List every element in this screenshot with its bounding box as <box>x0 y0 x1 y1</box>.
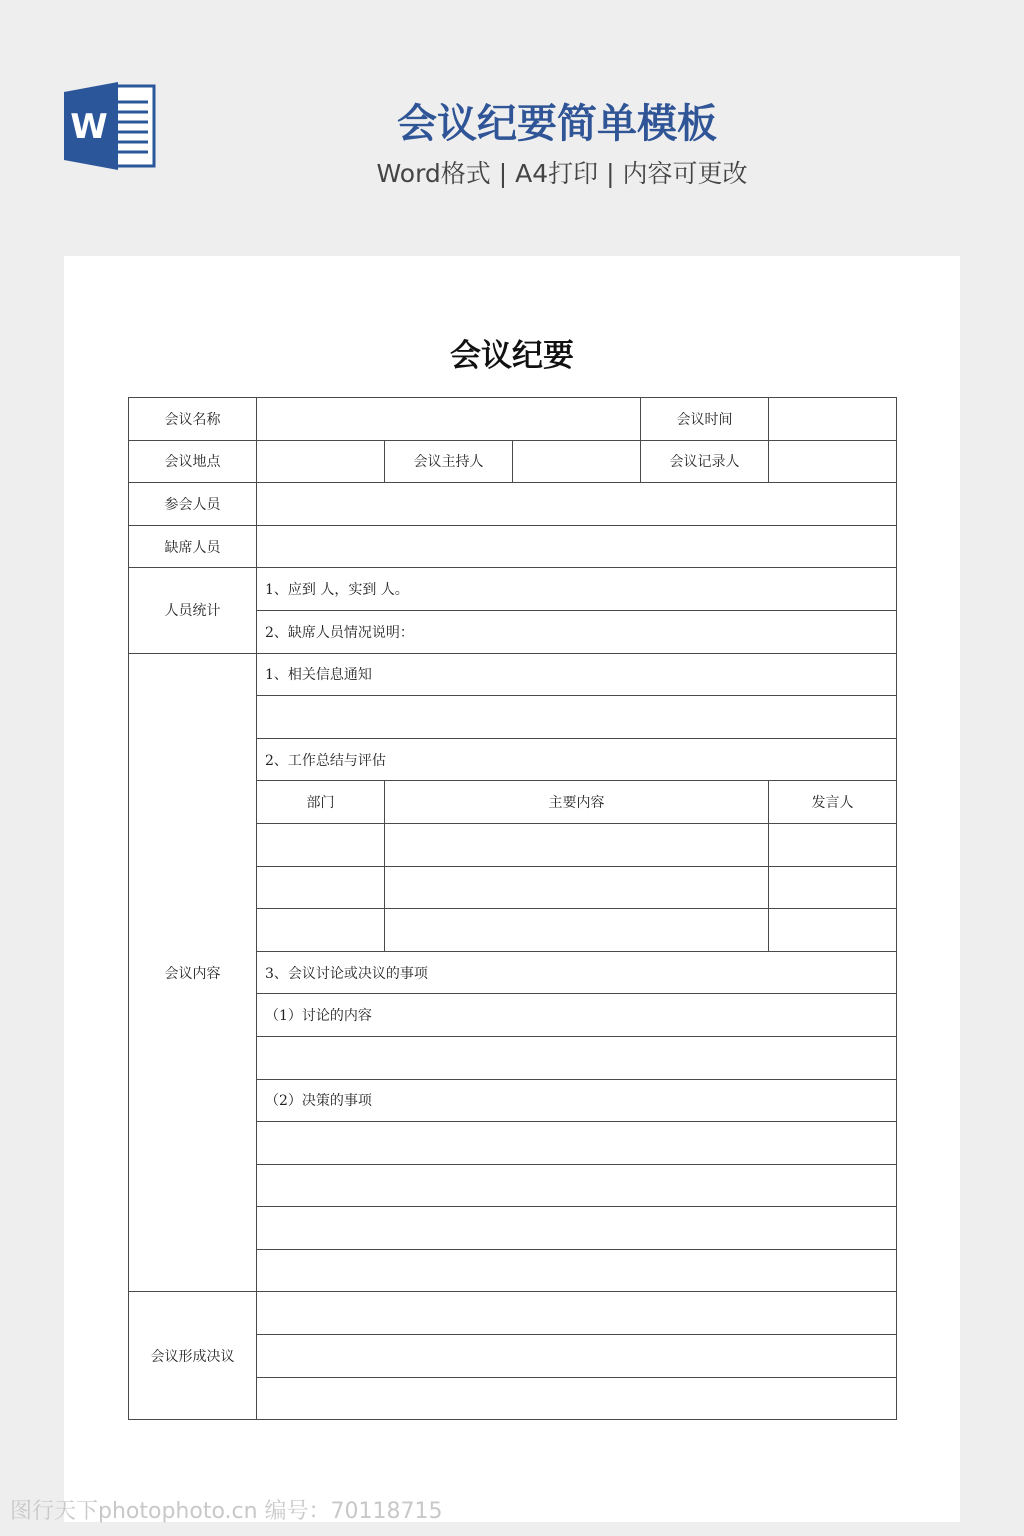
table-row <box>129 1292 897 1335</box>
recorder-field[interactable] <box>769 440 897 483</box>
resolutions-label: 会议形成决议 <box>129 1292 257 1420</box>
statistics-line-2[interactable]: 2、缺席人员情况说明： <box>257 610 897 653</box>
document-page <box>64 256 960 1522</box>
statistics-line-1[interactable]: 1、应到 人，实到 人。 <box>257 568 897 611</box>
resolutions-field[interactable] <box>257 1335 897 1378</box>
main-content-cell[interactable] <box>385 823 769 866</box>
table-row <box>129 653 897 696</box>
speaker-cell[interactable] <box>769 823 897 866</box>
dept-header: 部门 <box>257 781 385 824</box>
table-row <box>129 398 897 441</box>
table-row <box>129 568 897 611</box>
watermark: 图行天下photophoto.cn 编号：70118715 <box>10 1499 443 1524</box>
statistics-label: 人员统计 <box>129 568 257 653</box>
resolutions-field[interactable] <box>257 1377 897 1420</box>
table-row <box>129 483 897 526</box>
decisions-field[interactable] <box>257 1249 897 1292</box>
content-label: 会议内容 <box>129 653 257 1292</box>
recorder-label: 会议记录人 <box>641 440 769 483</box>
table-row <box>129 440 897 483</box>
meeting-place-field[interactable] <box>257 440 385 483</box>
promo-header <box>0 0 1024 256</box>
attendees-label: 参会人员 <box>129 483 257 526</box>
speaker-cell[interactable] <box>769 866 897 909</box>
promo-title: 会议纪要简单模板 <box>397 101 717 147</box>
meeting-time-field[interactable] <box>769 398 897 441</box>
absentees-field[interactable] <box>257 525 897 568</box>
document-title: 会议纪要 <box>450 338 574 374</box>
speaker-header: 发言人 <box>769 781 897 824</box>
word-logo-letter: W <box>70 107 108 147</box>
dept-cell[interactable] <box>257 866 385 909</box>
minutes-table <box>128 397 897 1420</box>
host-field[interactable] <box>513 440 641 483</box>
promo-subtitle: Word格式 | A4打印 | 内容可更改 <box>376 159 748 188</box>
discussion-content-heading: （1）讨论的内容 <box>257 994 897 1037</box>
dept-cell[interactable] <box>257 823 385 866</box>
summary-heading: 2、工作总结与评估 <box>257 738 897 781</box>
discussion-field[interactable] <box>257 1036 897 1079</box>
dept-cell[interactable] <box>257 909 385 952</box>
meeting-name-label: 会议名称 <box>129 398 257 441</box>
main-content-cell[interactable] <box>385 866 769 909</box>
decisions-field[interactable] <box>257 1164 897 1207</box>
discussion-heading: 3、会议讨论或决议的事项 <box>257 951 897 994</box>
absentees-label: 缺席人员 <box>129 525 257 568</box>
speaker-cell[interactable] <box>769 909 897 952</box>
decisions-heading: （2）决策的事项 <box>257 1079 897 1122</box>
host-label: 会议主持人 <box>385 440 513 483</box>
attendees-field[interactable] <box>257 483 897 526</box>
meeting-name-field[interactable] <box>257 398 641 441</box>
resolutions-field[interactable] <box>257 1292 897 1335</box>
main-content-cell[interactable] <box>385 909 769 952</box>
meeting-time-label: 会议时间 <box>641 398 769 441</box>
table-row <box>129 525 897 568</box>
info-heading: 1、相关信息通知 <box>257 653 897 696</box>
info-field[interactable] <box>257 696 897 739</box>
decisions-field[interactable] <box>257 1207 897 1250</box>
decisions-field[interactable] <box>257 1122 897 1165</box>
main-content-header: 主要内容 <box>385 781 769 824</box>
meeting-place-label: 会议地点 <box>129 440 257 483</box>
